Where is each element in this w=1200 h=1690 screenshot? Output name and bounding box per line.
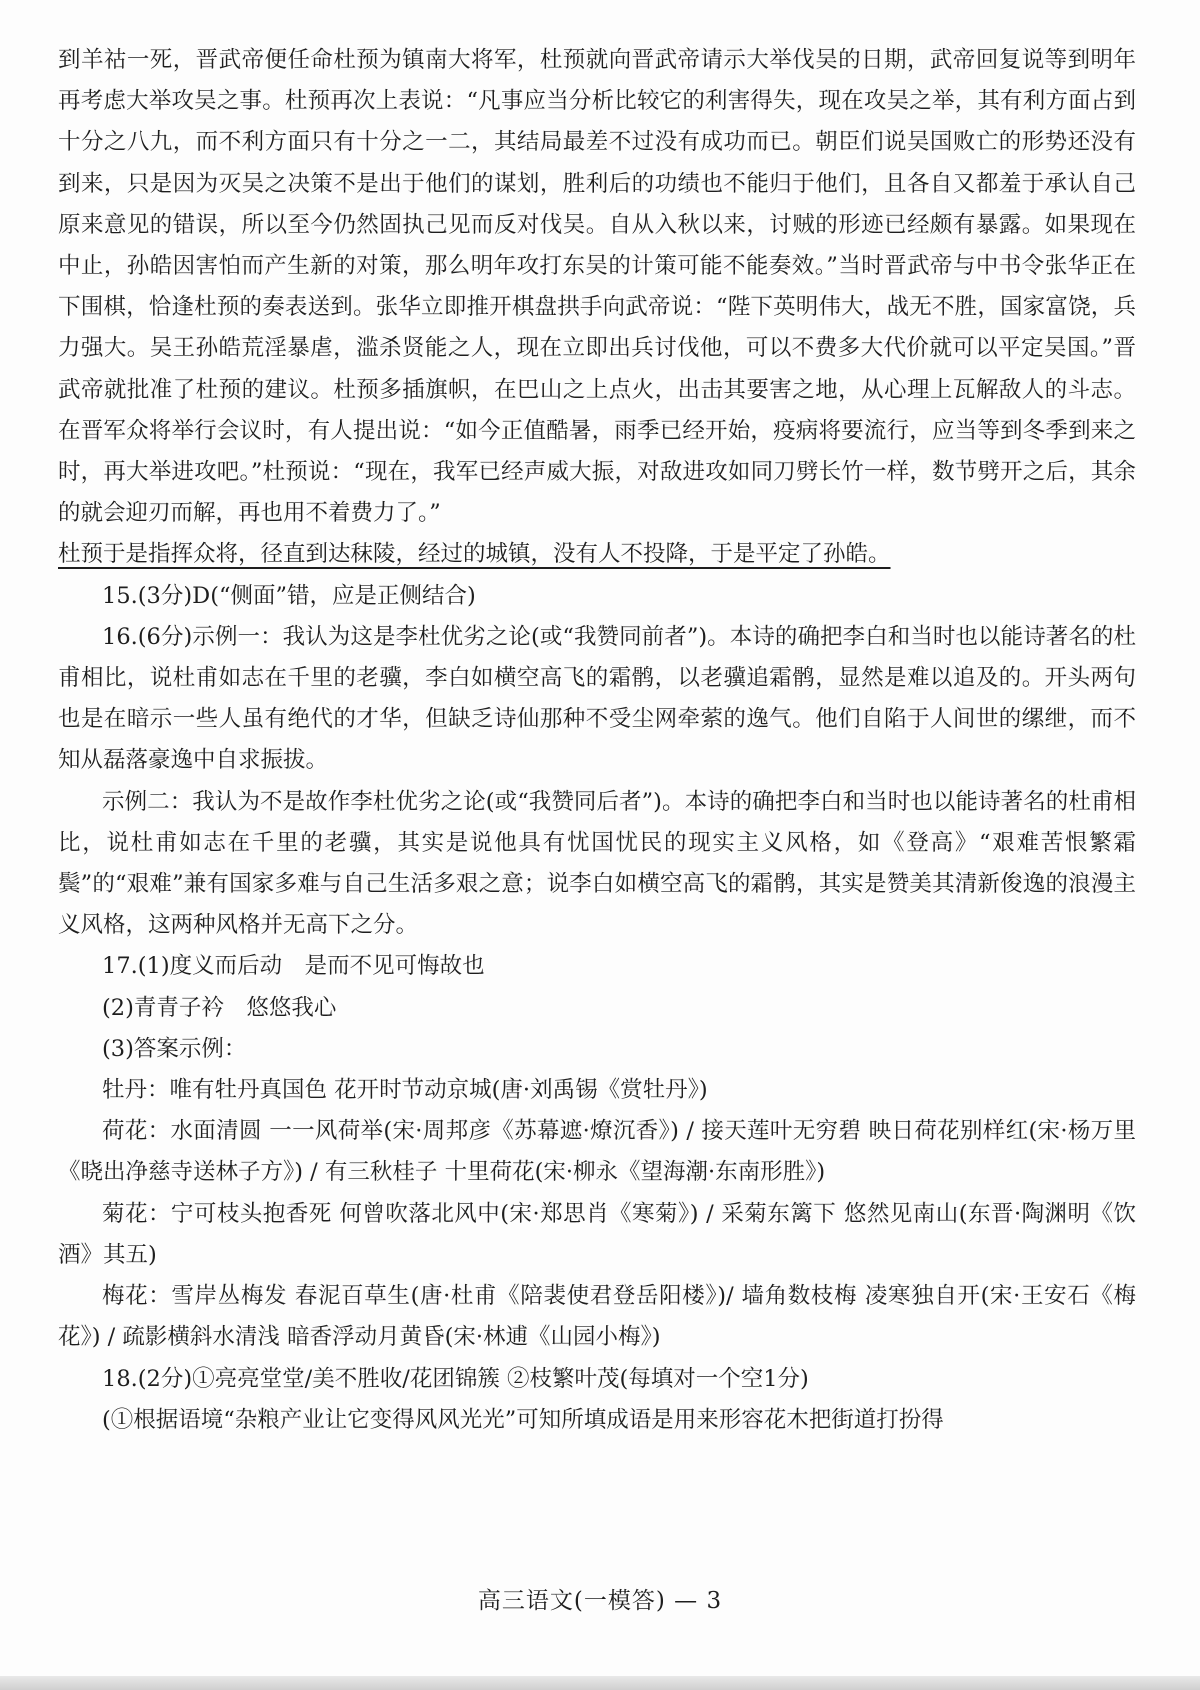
paragraph-translation-underlined: 杜预于是指挥众将，径直到达秣陵，经过的城镇，没有人不投降，于是平定了孙皓。 <box>58 541 891 568</box>
answer-17-3-chrysanthemum: 菊花：宁可枝头抱香死 何曾吹落北风中(宋·郑思肖《寒菊》) / 采菊东篱下 悠然见南山(东晋·陶渊明《饮酒》其五) <box>58 1200 1136 1268</box>
answer-17-3-plum: 梅花：雪岸丛梅发 春泥百草生(唐·杜甫《陪裴使君登岳阳楼》)/ 墙角数枝梅 凌寒独自开(宋·王安石《梅花》) / 疏影横斜水清浅 暗香浮动月黄昏(宋·林逋《山园小梅》) <box>58 1283 1136 1351</box>
answer-17-3-lotus: 荷花：水面清圆 一一风荷举(宋·周邦彦《苏幕遮·燎沉香》) / 接天莲叶无穷碧 映日荷花别样红(宋·杨万里《晓出净慈寺送林子方》) / 有三秋桂子 十里荷花(宋·柳永《望海潮·东南形胜》) <box>58 1118 1136 1186</box>
answer-16-example-2: 示例二：我认为不是故作李杜优劣之论(或“我赞同后者”)。本诗的确把李白和当时也以能诗著名的杜甫相比，说杜甫如志在千里的老骥，其实是说他具有忧国忧民的现实主义风格，如《登高》“艰难苦恨繁霜鬓”的“艰难”兼有国家多难与自己生活多艰之意；说李白如横空高飞的霜鹘，其实是赞美其清新俊逸的浪漫主义风格，这两种风格并无高下之分。 <box>58 788 1136 939</box>
answer-text-body <box>58 40 1136 1441</box>
answer-17-3-peony: 牡丹：唯有牡丹真国色 花开时节动京城(唐·刘禹锡《赏牡丹》) <box>102 1077 708 1104</box>
answer-18: 18.(2分)①亮亮堂堂/美不胜收/花团锦簇 ②枝繁叶茂(每填对一个空1分) <box>102 1365 809 1392</box>
answer-18-explanation: (①根据语境“杂粮产业让它变得风风光光”可知所填成语是用来形容花木把街道打扮得 <box>102 1406 944 1433</box>
answer-17-3-heading: (3)答案示例： <box>102 1035 247 1062</box>
answer-16-example-1: 16.(6分)示例一：我认为这是李杜优劣之论(或“我赞同前者”)。本诗的确把李白和当时也以能诗著名的杜甫相比，说杜甫如志在千里的老骥，李白如横空高飞的霜鹘，以老骥追霜鹘，显然是难以追及的。开头两句也是在暗示一些人虽有绝代的才华，但缺乏诗仙那种不受尘网牵萦的逸气。他们自陷于人间世的缧绁，而不知从磊落豪逸中自求振拔。 <box>58 623 1136 774</box>
answer-17-1: 17.(1)度义而后动 是而不见可悔故也 <box>102 953 485 980</box>
page-footer: 高三语文(一模答) — 3 <box>477 1588 723 1614</box>
answer-17-2: (2)青青子衿 悠悠我心 <box>102 994 337 1021</box>
paragraph-translation: 到羊祜一死，晋武帝便任命杜预为镇南大将军，杜预就向晋武帝请示大举伐吴的日期，武帝回复说等到明年再考虑大举攻吴之事。杜预再次上表说：“凡事应当分析比较它的利害得失，现在攻吴之举，其有利方面占到十分之八九，而不利方面只有十分之一二，其结局最差不过没有成功而已。朝臣们说吴国败亡的形势还没有到来，只是因为灭吴之决策不是出于他们的谋划，胜利后的功绩也不能归于他们，且各自又都羞于承认自己原来意见的错误，所以至今仍然固执己见而反对伐吴。自从入秋以来，讨贼的形迹已经颇有暴露。如果现在中止，孙皓因害怕而产生新的对策，那么明年攻打东吴的计策可能不能奏效。”当时晋武帝与中书令张华正在下围棋，恰逢杜预的奏表送到。张华立即推开棋盘拱手向武帝说：“陛下英明伟大，战无不胜，国家富饶，兵力强大。吴王孙皓荒淫暴虐，滥杀贤能之人，现在立即出兵讨伐他，可以不费多大代价就可以平定吴国。”晋武帝就批准了杜预的建议。杜预多插旗帜，在巴山之上点火，出击其要害之地，从心理上瓦解敌人的斗志。在晋军众将举行会议时，有人提出说：“如今正值酷暑，雨季已经开始，疫病将要流行，应当等到冬季到来之时，再大举进攻吧。”杜预说：“现在，我军已经声威大振，对敌进攻如同刀劈长竹一样，数节劈开之后，其余的就会迎刃而解，再也用不着费力了。” <box>58 47 1136 527</box>
scroll-edge-bar <box>0 1676 1200 1690</box>
answer-15: 15.(3分)D(“侧面”错，应是正侧结合) <box>102 582 476 609</box>
